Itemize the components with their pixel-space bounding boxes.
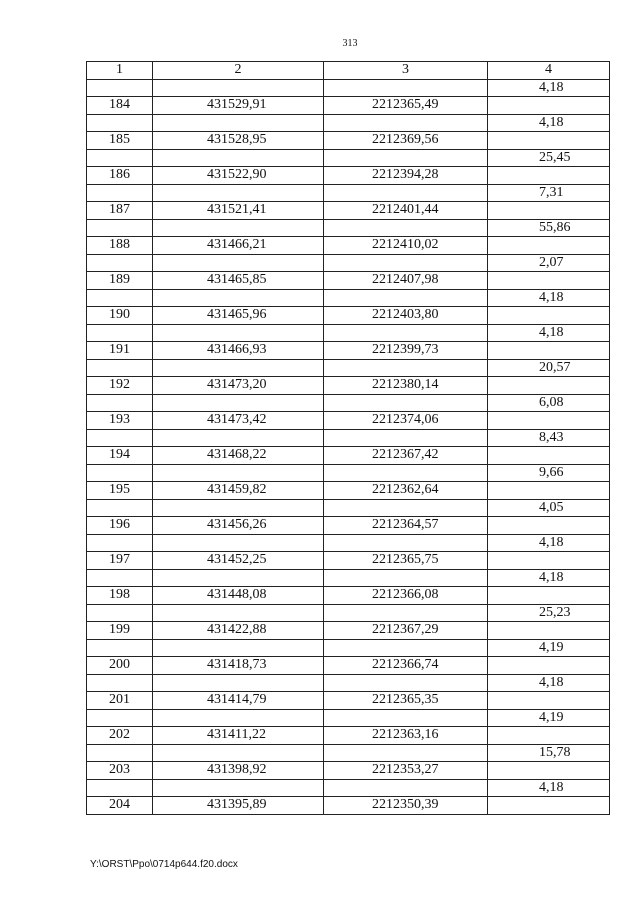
point-number-cell: 195 — [87, 482, 153, 500]
y-coordinate-cell: 2212366,74 — [324, 657, 488, 675]
x-coordinate-cell: 431529,91 — [153, 97, 324, 115]
distance-cell: 25,23 — [488, 604, 610, 622]
x-coordinate-cell: 431448,08 — [153, 587, 324, 605]
point-number-cell: 191 — [87, 342, 153, 360]
distance-row — [87, 744, 610, 762]
distance-cell: 4,18 — [488, 324, 610, 342]
distance-cell: 15,78 — [488, 744, 610, 762]
x-coordinate-cell: 431395,89 — [153, 797, 324, 815]
distance-cell: 4,18 — [488, 114, 610, 132]
y-coordinate-cell: 2212365,75 — [324, 552, 488, 570]
y-coordinate-cell: 2212369,56 — [324, 132, 488, 150]
table-row — [87, 517, 610, 535]
distance-cell: 4,19 — [488, 639, 610, 657]
point-number-cell: 188 — [87, 237, 153, 255]
distance-row — [87, 604, 610, 622]
table-row — [87, 307, 610, 325]
page-number: 313 — [342, 38, 358, 49]
x-coordinate-cell: 431528,95 — [153, 132, 324, 150]
distance-cell: 4,18 — [488, 779, 610, 797]
distance-cell: 8,43 — [488, 429, 610, 447]
y-coordinate-cell: 2212407,98 — [324, 272, 488, 290]
point-number-cell: 187 — [87, 202, 153, 220]
distance-cell: 20,57 — [488, 359, 610, 377]
x-coordinate-cell: 431466,93 — [153, 342, 324, 360]
point-number-cell: 198 — [87, 587, 153, 605]
x-coordinate-cell: 431465,96 — [153, 307, 324, 325]
table-header-row — [87, 62, 610, 80]
y-coordinate-cell: 2212363,16 — [324, 727, 488, 745]
point-number-cell: 190 — [87, 307, 153, 325]
point-number-cell: 204 — [87, 797, 153, 815]
table-row — [87, 552, 610, 570]
x-coordinate-cell: 431473,42 — [153, 412, 324, 430]
x-coordinate-cell: 431414,79 — [153, 692, 324, 710]
x-coordinate-cell: 431398,92 — [153, 762, 324, 780]
footer-file-path: Y:\ORST\Ppo\0714p644.f20.docx — [90, 859, 238, 870]
y-coordinate-cell: 2212401,44 — [324, 202, 488, 220]
y-coordinate-cell: 2212367,42 — [324, 447, 488, 465]
point-number-cell: 184 — [87, 97, 153, 115]
x-coordinate-cell: 431521,41 — [153, 202, 324, 220]
y-coordinate-cell: 2212380,14 — [324, 377, 488, 395]
distance-row — [87, 569, 610, 587]
distance-cell: 4,18 — [488, 534, 610, 552]
distance-cell: 25,45 — [488, 149, 610, 167]
distance-row — [87, 219, 610, 237]
table-row — [87, 727, 610, 745]
point-number-cell: 200 — [87, 657, 153, 675]
x-coordinate-cell: 431465,85 — [153, 272, 324, 290]
distance-row — [87, 639, 610, 657]
point-number-cell: 199 — [87, 622, 153, 640]
distance-cell: 4,18 — [488, 569, 610, 587]
distance-cell: 2,07 — [488, 254, 610, 272]
distance-cell: 55,86 — [488, 219, 610, 237]
distance-row — [87, 254, 610, 272]
table-row — [87, 167, 610, 185]
x-coordinate-cell: 431411,22 — [153, 727, 324, 745]
table-row — [87, 237, 610, 255]
column-header-3: 3 — [324, 62, 488, 80]
table-row — [87, 132, 610, 150]
y-coordinate-cell: 2212366,08 — [324, 587, 488, 605]
column-header-1: 1 — [87, 62, 153, 80]
table-body — [87, 79, 610, 814]
table-row — [87, 762, 610, 780]
y-coordinate-cell: 2212367,29 — [324, 622, 488, 640]
distance-row — [87, 79, 610, 97]
y-coordinate-cell: 2212362,64 — [324, 482, 488, 500]
distance-row — [87, 779, 610, 797]
table-row — [87, 412, 610, 430]
distance-row — [87, 394, 610, 412]
x-coordinate-cell: 431418,73 — [153, 657, 324, 675]
y-coordinate-cell: 2212353,27 — [324, 762, 488, 780]
point-number-cell: 186 — [87, 167, 153, 185]
distance-cell: 4,05 — [488, 499, 610, 517]
y-coordinate-cell: 2212374,06 — [324, 412, 488, 430]
distance-row — [87, 534, 610, 552]
point-number-cell: 197 — [87, 552, 153, 570]
x-coordinate-cell: 431522,90 — [153, 167, 324, 185]
x-coordinate-cell: 431459,82 — [153, 482, 324, 500]
distance-cell: 4,18 — [488, 79, 610, 97]
table-row — [87, 377, 610, 395]
point-number-cell: 194 — [87, 447, 153, 465]
table-row — [87, 657, 610, 675]
y-coordinate-cell: 2212399,73 — [324, 342, 488, 360]
distance-row — [87, 289, 610, 307]
distance-row — [87, 114, 610, 132]
point-number-cell: 203 — [87, 762, 153, 780]
point-number-cell: 189 — [87, 272, 153, 290]
distance-row — [87, 184, 610, 202]
x-coordinate-cell: 431422,88 — [153, 622, 324, 640]
y-coordinate-cell: 2212350,39 — [324, 797, 488, 815]
y-coordinate-cell: 2212403,80 — [324, 307, 488, 325]
point-number-cell: 193 — [87, 412, 153, 430]
y-coordinate-cell: 2212364,57 — [324, 517, 488, 535]
distance-cell: 4,19 — [488, 709, 610, 727]
x-coordinate-cell: 431452,25 — [153, 552, 324, 570]
table-row — [87, 482, 610, 500]
distance-row — [87, 674, 610, 692]
column-header-2: 2 — [153, 62, 324, 80]
table-row — [87, 622, 610, 640]
distance-cell: 9,66 — [488, 464, 610, 482]
point-number-cell: 202 — [87, 727, 153, 745]
column-header-4: 4 — [488, 62, 610, 80]
distance-cell: 6,08 — [488, 394, 610, 412]
distance-row — [87, 324, 610, 342]
table-row — [87, 97, 610, 115]
y-coordinate-cell: 2212410,02 — [324, 237, 488, 255]
table-row — [87, 342, 610, 360]
x-coordinate-cell: 431456,26 — [153, 517, 324, 535]
distance-row — [87, 709, 610, 727]
point-number-cell: 192 — [87, 377, 153, 395]
table-row — [87, 272, 610, 290]
distance-cell: 7,31 — [488, 184, 610, 202]
distance-row — [87, 359, 610, 377]
distance-cell: 4,18 — [488, 674, 610, 692]
point-number-cell: 201 — [87, 692, 153, 710]
distance-row — [87, 464, 610, 482]
distance-row — [87, 149, 610, 167]
table-row — [87, 692, 610, 710]
distance-row — [87, 429, 610, 447]
x-coordinate-cell: 431473,20 — [153, 377, 324, 395]
y-coordinate-cell: 2212365,49 — [324, 97, 488, 115]
x-coordinate-cell: 431466,21 — [153, 237, 324, 255]
point-number-cell: 185 — [87, 132, 153, 150]
table-row — [87, 797, 610, 815]
y-coordinate-cell: 2212394,28 — [324, 167, 488, 185]
table-row — [87, 202, 610, 220]
distance-row — [87, 499, 610, 517]
table-row — [87, 587, 610, 605]
table-row — [87, 447, 610, 465]
y-coordinate-cell: 2212365,35 — [324, 692, 488, 710]
coordinates-table — [86, 61, 610, 815]
x-coordinate-cell: 431468,22 — [153, 447, 324, 465]
distance-cell: 4,18 — [488, 289, 610, 307]
point-number-cell: 196 — [87, 517, 153, 535]
